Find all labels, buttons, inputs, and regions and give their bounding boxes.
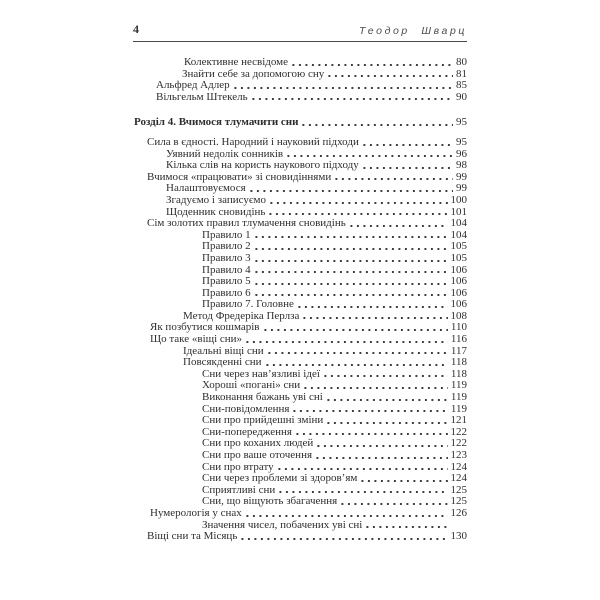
toc-entry-title: Сім золотих правил тлумачення сновидінь — [147, 217, 346, 230]
toc-entry-page: 106 — [450, 286, 467, 299]
dot-leader — [241, 537, 447, 541]
toc-entry — [133, 117, 467, 129]
toc-entry-title: Сни про ваше оточення — [202, 449, 313, 461]
toc-entry-page: 116 — [450, 333, 467, 346]
toc-entry-title: Правило 6 — [202, 286, 251, 299]
toc-entry-page: 122 — [450, 437, 467, 450]
toc-entry — [133, 288, 467, 300]
toc-entry-page: 125 — [450, 483, 467, 496]
toc-entry — [133, 137, 467, 149]
toc-entry — [133, 218, 467, 230]
toc-entry — [133, 253, 467, 265]
toc-entry-page: 98 — [456, 159, 467, 172]
dot-leader — [278, 467, 448, 471]
toc-entry — [133, 276, 467, 288]
dot-leader — [350, 224, 448, 228]
dot-leader — [246, 514, 448, 518]
toc-entry-title: Правило 1 — [202, 228, 251, 241]
toc-entry-page: 126 — [450, 506, 467, 519]
toc-entry-page: 104 — [450, 228, 467, 241]
dot-leader — [255, 247, 448, 251]
toc-entry-title: Знайти себе за допомогою сну — [182, 67, 325, 80]
toc-entry-page: 124 — [450, 472, 467, 485]
toc-entry-page: 110 — [450, 321, 467, 334]
toc-entry-page: 90 — [456, 90, 467, 103]
dot-leader — [293, 409, 447, 413]
toc-entry-title: Вчимося «працювати» зі сновидіннями — [147, 170, 332, 183]
toc-entry-title: Нумерологія у снах — [150, 506, 242, 519]
toc-entry-page: 119 — [450, 391, 467, 404]
dot-leader — [270, 201, 447, 205]
dot-leader — [264, 328, 448, 332]
toc-entry-title: Правило 7. Головне — [202, 298, 294, 311]
toc-entry-title: Виконання бажань уві сні — [202, 391, 323, 404]
toc-entry-page: 117 — [450, 344, 467, 357]
toc-entry-title: Як позбутися кошмарів — [150, 321, 260, 334]
toc-entry-title: Ідеальні віщі сни — [183, 344, 264, 357]
toc-entry-title: Налаштовуємося — [166, 182, 246, 195]
toc-entry-title: Правило 2 — [202, 240, 251, 253]
toc-entry-title: Правило 3 — [202, 251, 251, 264]
dot-leader — [335, 177, 453, 181]
dot-leader — [363, 143, 453, 147]
toc-entry-page: 80 — [456, 56, 467, 68]
toc-entry — [133, 392, 467, 404]
toc-entry — [133, 92, 467, 104]
dot-leader — [252, 97, 453, 101]
toc-entry-page: 118 — [450, 356, 467, 369]
toc-entry — [133, 531, 467, 543]
dot-leader — [296, 432, 448, 436]
toc-entry-page: 104 — [450, 217, 467, 230]
dot-leader — [255, 293, 448, 297]
toc-entry — [133, 415, 467, 427]
toc-entry-title: Альфред Адлер — [156, 79, 230, 92]
dot-leader — [363, 166, 453, 170]
dot-leader — [234, 86, 453, 90]
dot-leader — [255, 270, 448, 274]
toc-entry-title: Значення чисел, побачених уві сні — [202, 518, 363, 531]
toc-entry-title: Сприятливі сни — [202, 483, 276, 496]
dot-leader — [317, 444, 447, 448]
toc-entry-title: Правило 5 — [202, 275, 251, 288]
toc-entry — [133, 508, 467, 520]
dot-leader — [361, 479, 447, 483]
toc-entry-title: Що таке «віщі сни» — [150, 333, 243, 346]
toc-entry — [133, 241, 467, 253]
dot-leader — [316, 456, 447, 460]
toc-entry-page: 122 — [450, 425, 467, 438]
toc-list — [133, 57, 467, 543]
toc-entry-title: Віщі сни та Місяць — [147, 530, 238, 543]
dot-leader — [304, 386, 448, 390]
toc-entry-title: Вільгельм Штекель — [156, 90, 248, 103]
toc-entry-title: Згадуємо і записуємо — [166, 193, 267, 206]
toc-entry-title: Метод Фредеріка Перлза — [183, 309, 300, 322]
dot-leader — [292, 63, 453, 67]
toc-entry-page: 124 — [450, 460, 467, 473]
toc-entry-page: 125 — [450, 495, 467, 508]
toc-entry-page: 100 — [450, 193, 467, 206]
dot-leader — [287, 154, 453, 158]
toc-entry-title: Уявний недолік сонників — [166, 147, 284, 160]
toc-entry-title: Сни про втрату — [202, 460, 274, 473]
toc-entry-page: 99 — [456, 170, 467, 183]
toc-entry-page: 123 — [450, 449, 467, 461]
toc-entry-title: Сни, що віщують збагачення — [202, 495, 338, 508]
dot-leader — [302, 123, 453, 127]
toc-entry-title: Сни про коханих людей — [202, 437, 314, 450]
toc-entry-title: Хороші «погані» сни — [202, 379, 301, 392]
toc-entry-page: 105 — [450, 251, 467, 264]
dot-leader — [255, 282, 448, 286]
toc-entry — [133, 369, 467, 381]
toc-entry-page: 108 — [450, 309, 467, 322]
toc-entry-page: 96 — [456, 147, 467, 160]
toc-entry-title: Розділ 4. Вчимося тлумачити сни — [134, 116, 299, 129]
toc-entry-page: 106 — [450, 263, 467, 276]
dot-leader — [250, 189, 453, 193]
toc-entry-page: 85 — [456, 79, 467, 92]
dot-leader — [279, 490, 447, 494]
dot-leader — [324, 374, 448, 378]
toc-entry-page: 101 — [450, 205, 467, 218]
toc-entry — [133, 473, 467, 485]
toc-entry-page: 106 — [450, 298, 467, 311]
toc-entry — [133, 334, 467, 346]
page-header — [133, 22, 467, 42]
toc-entry-title: Правило 4 — [202, 263, 251, 276]
page-number: 4 — [133, 22, 139, 36]
toc-entry-page: 105 — [450, 240, 467, 253]
toc-entry-page: 119 — [450, 402, 467, 415]
toc-entry — [133, 160, 467, 172]
toc-entry-title: Сни через проблеми зі здоров’ям — [202, 472, 358, 485]
toc-entry-title: Щоденник сновидінь — [166, 205, 266, 218]
dot-leader — [255, 259, 448, 263]
toc-entry-page: 106 — [450, 275, 467, 288]
dot-leader — [298, 305, 448, 309]
toc-entry-page: 130 — [450, 530, 467, 543]
dot-leader — [246, 340, 448, 344]
toc-entry — [133, 195, 467, 207]
toc-entry-title: Сни-попередження — [202, 425, 292, 438]
toc-entry-page: 81 — [456, 67, 467, 80]
dot-leader — [255, 235, 448, 239]
running-title: Теодор Шварц — [359, 25, 467, 37]
toc-entry-page: 119 — [450, 379, 467, 392]
toc-entry-page: 95 — [456, 135, 467, 148]
dot-leader — [327, 421, 447, 425]
dot-leader — [269, 212, 447, 216]
toc-entry-title: Колективне несвідоме — [184, 56, 289, 68]
toc-entry — [133, 265, 467, 277]
dot-leader — [328, 74, 453, 78]
toc-entry-title: Сила в єдності. Народний і науковий підходи — [147, 135, 359, 148]
toc-entry — [133, 57, 467, 69]
toc-entry-title: Сни про прийдешні зміни — [202, 414, 324, 427]
dot-leader — [266, 363, 448, 367]
toc-entry-title: Повсякденні сни — [183, 356, 262, 369]
toc-entry — [133, 230, 467, 242]
toc-entry-title: Сни через нав’язливі ідеї — [202, 367, 320, 380]
dot-leader — [366, 525, 449, 529]
toc-entry-page: 95 — [456, 116, 467, 129]
toc-entry-page: 121 — [450, 414, 467, 427]
dot-leader — [327, 398, 448, 402]
dot-leader — [268, 351, 448, 355]
dot-leader — [341, 502, 447, 506]
toc-entry-page: 99 — [456, 182, 467, 195]
toc-entry-page: 118 — [450, 367, 467, 380]
toc-entry — [133, 450, 467, 462]
toc-entry-title: Сни-повідомлення — [202, 402, 290, 415]
page-content — [133, 0, 467, 543]
dot-leader — [303, 316, 447, 320]
toc-entry-title: Кілька слів на користь наукового підходу — [166, 159, 359, 172]
